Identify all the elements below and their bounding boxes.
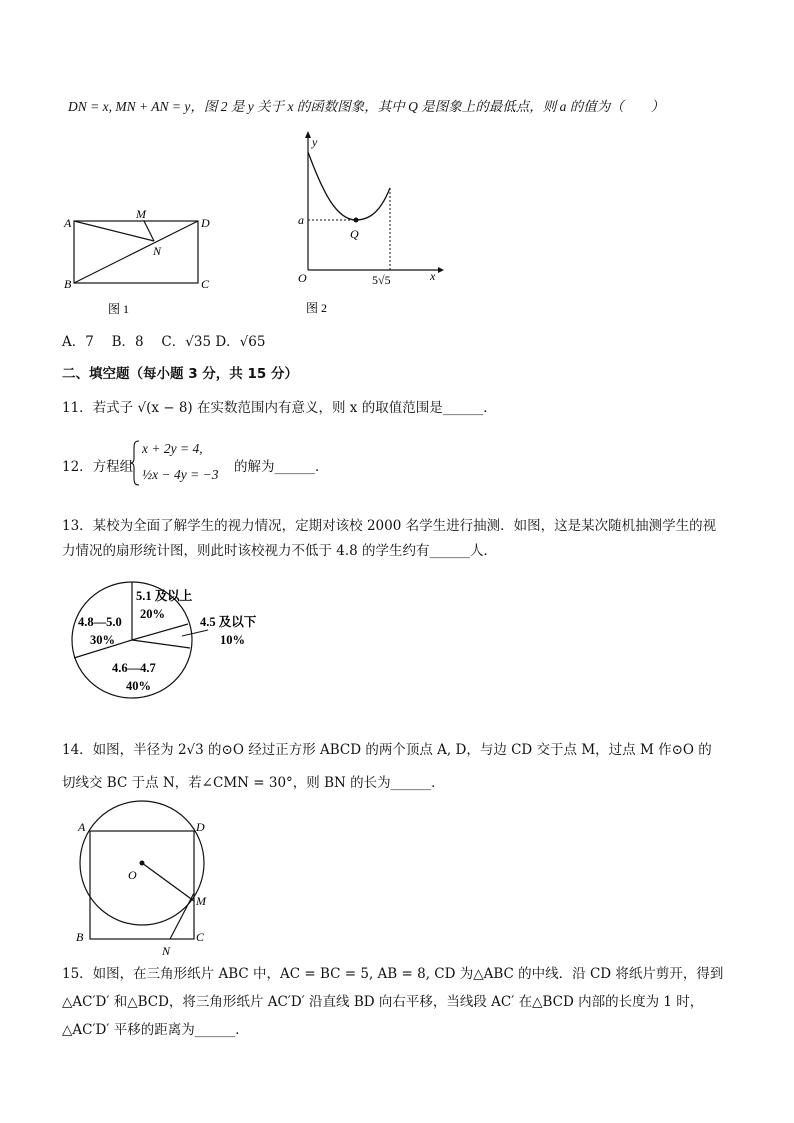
q14-line1: 14．如图，半径为 2√3 的⊙O 经过正方形 ABCD 的两个顶点 A, D，与边 CD 交于点 M，过点 M 作⊙O 的 [62, 742, 712, 758]
fig1-caption: 图 1 [108, 302, 130, 316]
fig2-label-a: a [298, 213, 304, 227]
q12-brace [130, 440, 140, 486]
fig2-label-xval: 5√5 [372, 273, 391, 287]
pie-label-2: 4.5 及以下 [200, 615, 257, 629]
pie-label-3: 4.8—5.0 [78, 615, 122, 629]
q11-text: 11．若式子 √(x − 8) 在实数范围内有意义，则 x 的取值范围是______． [62, 400, 497, 416]
fig1-label-a: A [64, 216, 72, 230]
pie-pct-1: 20% [140, 607, 165, 621]
fig14-label-a: A [78, 820, 86, 834]
q15-line3: △AC′D′ 平移的距离为______． [62, 1022, 249, 1038]
q14-line2: 切线交 BC 于点 N，若∠CMN = 30°，则 BN 的长为______． [62, 775, 445, 791]
fig14-label-o: O [128, 868, 137, 882]
q13-line2: 力情况的扇形统计图，则此时该校视力不低于 4.8 的学生约有______人． [62, 543, 498, 559]
q13-pie-chart [60, 578, 300, 728]
q15-line2: △AC′D′ 和△BCD，将三角形纸片 AC′D′ 沿直线 BD 向右平移，当线段 AC′ 在△BCD 内部的长度为 1 时， [62, 994, 704, 1010]
fig14-label-n: N [162, 944, 171, 958]
fig2-label-y: y [312, 135, 318, 149]
fig1-label-m: M [136, 207, 146, 221]
fig2-label-o: O [298, 271, 307, 285]
q12-prefix: 12．方程组 [62, 459, 134, 475]
pie-pct-3: 30% [90, 633, 115, 647]
q15-line1: 15．如图，在三角形纸片 ABC 中，AC = BC = 5, AB = 8, CD 为△ABC 的中线．沿 CD 将纸片剪开，得到 [62, 966, 724, 982]
q10-figure-2 [292, 130, 452, 320]
q14-figure [72, 815, 232, 965]
fig1-label-b: B [64, 277, 72, 291]
q12-eq2: ½x − 4y = −3 [142, 467, 219, 482]
q10-stem: DN = x, MN + AN = y，图 2 是 y 关于 x 的函数图象，其中 Q 是图象上的最低点，则 a 的值为（ ） [68, 99, 665, 114]
fig2-label-q: Q [350, 227, 359, 241]
fig2-label-x: x [430, 269, 436, 283]
pie-pct-2: 10% [220, 633, 245, 647]
fig1-label-c: C [201, 277, 210, 291]
pie-label-4: 4.6—4.7 [112, 661, 156, 675]
fig2-caption: 图 2 [306, 301, 328, 315]
fig14-label-c: C [196, 930, 205, 944]
q13-line1: 13．某校为全面了解学生的视力情况，定期对该校 2000 名学生进行抽测．如图，这是某次随机抽测学生的视 [62, 518, 717, 534]
fig14-label-m: M [196, 894, 206, 908]
q10-figure-1 [60, 205, 210, 315]
pie-label-1: 5.1 及以上 [136, 589, 193, 603]
fig1-label-n: N [153, 244, 162, 258]
fig14-label-b: B [76, 930, 84, 944]
q10-options: A．7 B．8 C．√35 D．√65 [62, 334, 266, 350]
section-title: 二、填空题（每小题 3 分，共 15 分） [62, 366, 298, 382]
q12-suffix: 的解为______． [234, 459, 329, 475]
q12-eq1: x + 2y = 4, [142, 441, 203, 456]
fig1-label-d: D [201, 216, 210, 230]
fig14-label-d: D [196, 820, 205, 834]
pie-pct-4: 40% [126, 679, 151, 693]
